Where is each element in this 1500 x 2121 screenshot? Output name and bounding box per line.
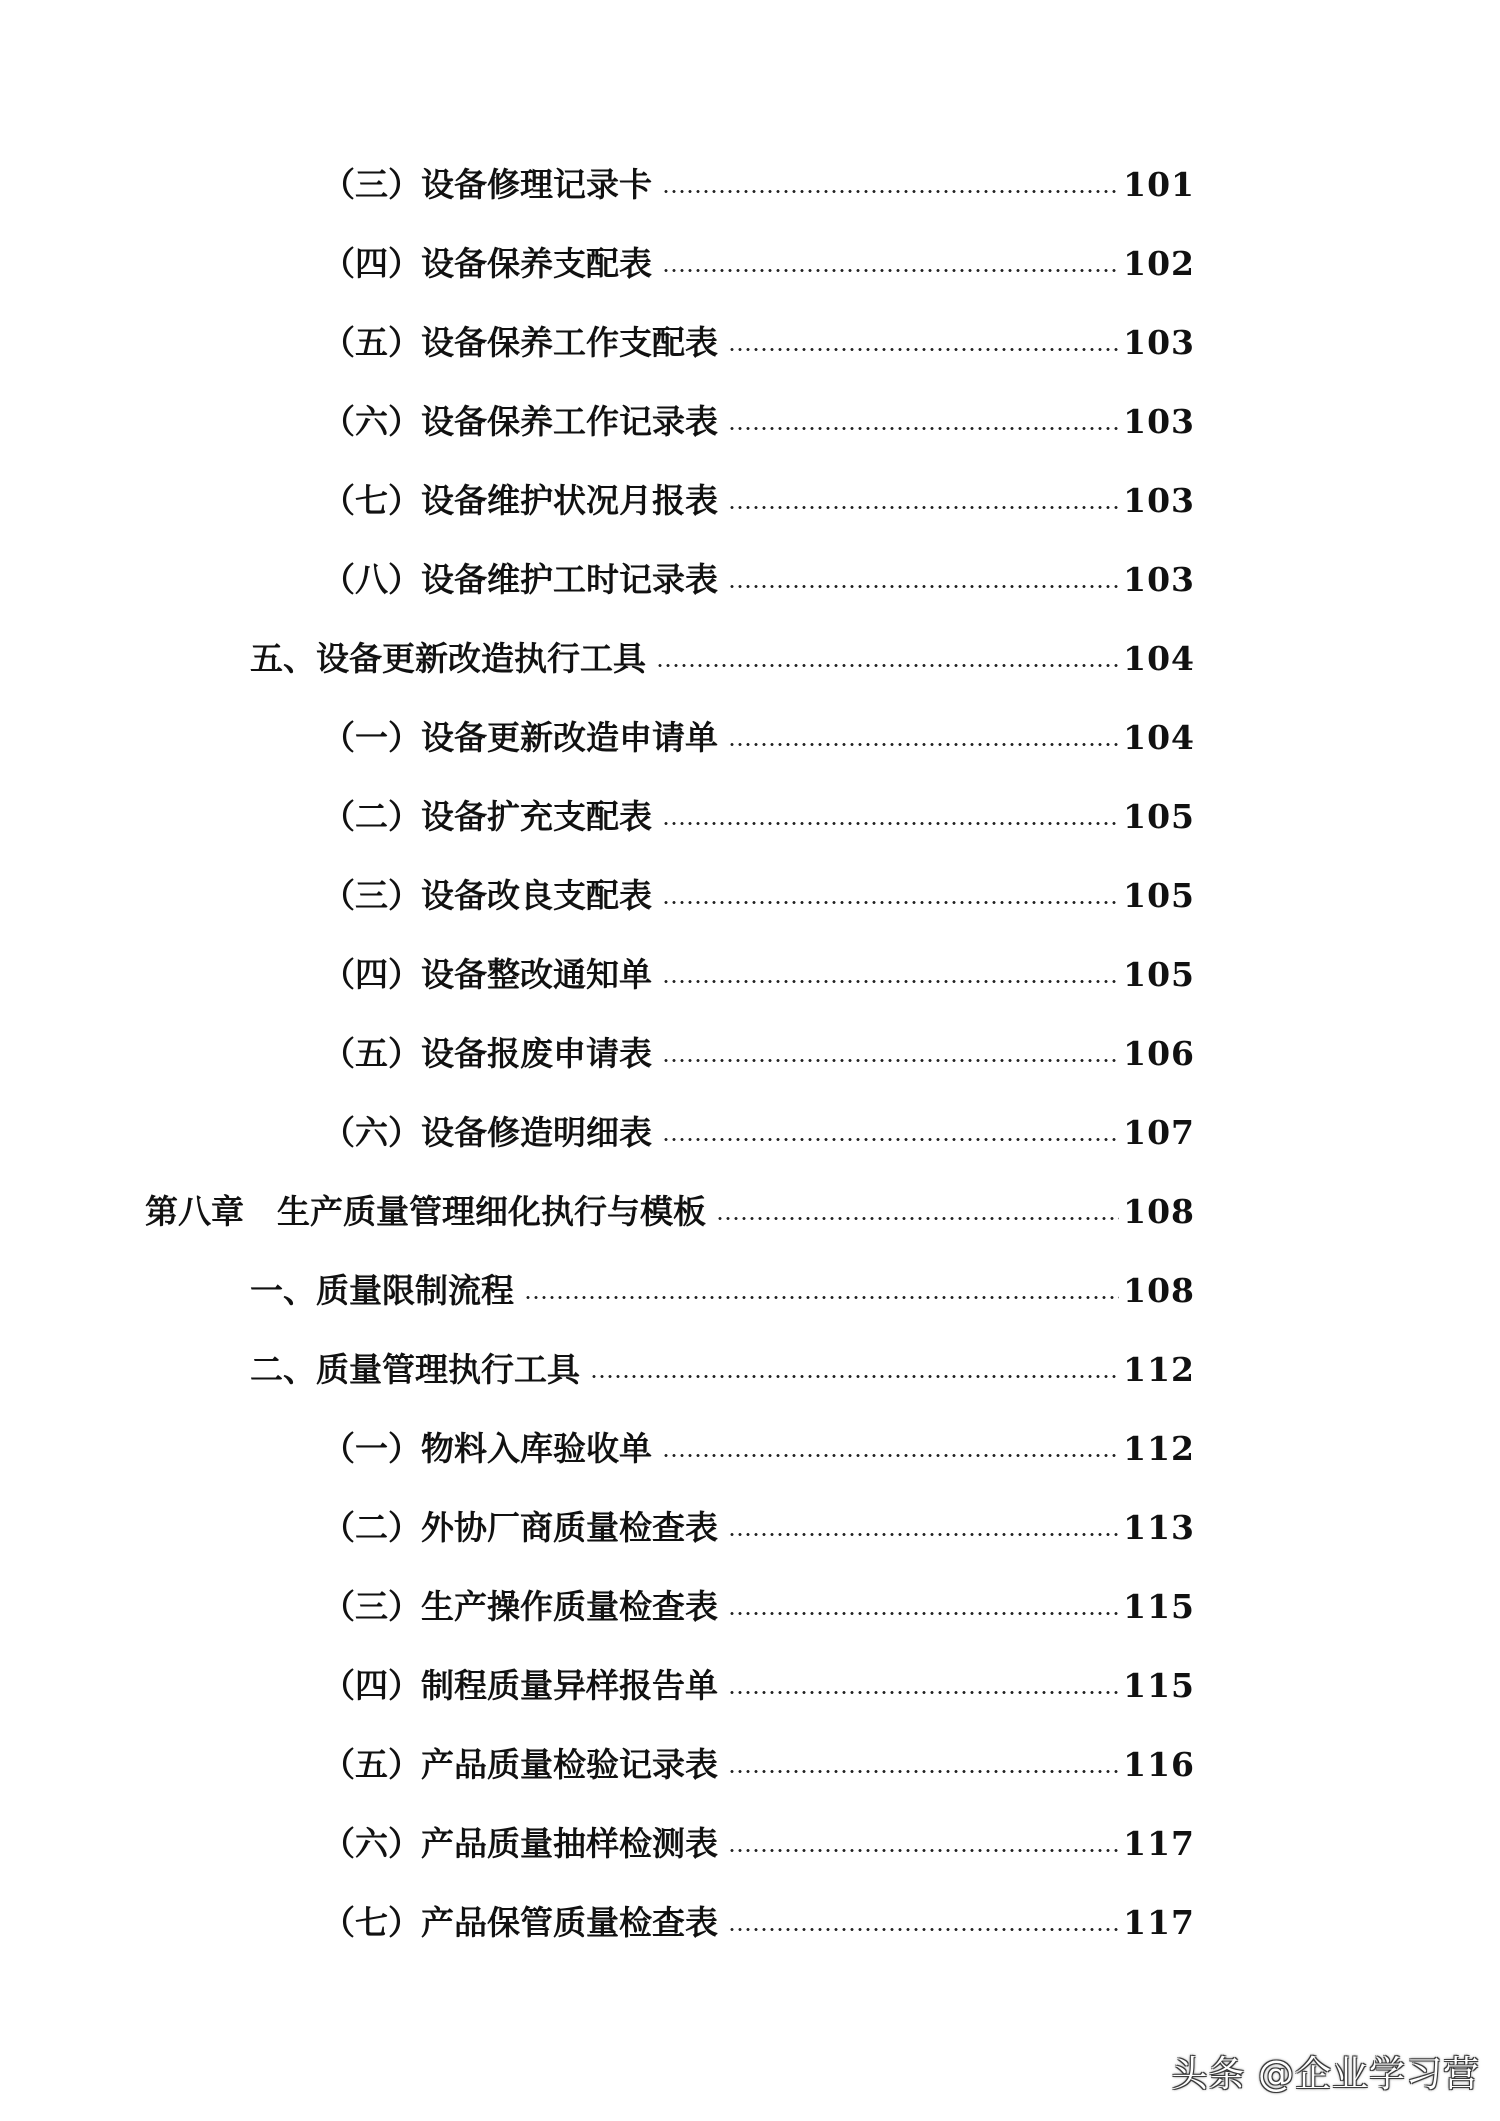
toc-entry[interactable] [322,1503,1195,1553]
toc-dot-leader [590,1375,1119,1378]
toc-dot-leader [662,1138,1119,1141]
toc-dot-leader [716,1217,1119,1220]
toc-page-number: 116 [1123,1745,1195,1784]
toc-dot-leader [662,1059,1119,1062]
toc-dot-leader [728,743,1119,746]
toc-page-number: 108 [1123,1271,1195,1310]
toc-entry[interactable] [322,871,1195,921]
toc-page-number: 106 [1123,1034,1195,1073]
toc-page-number: 115 [1123,1587,1195,1626]
toc-entry-title: （六）设备修造明细表 [322,1113,652,1152]
toc-entry[interactable] [322,1582,1195,1632]
toc-page-number: 117 [1123,1824,1195,1863]
toc-entry[interactable] [250,1266,1195,1316]
toc-dot-leader [662,822,1119,825]
toc-entry-title: （五）设备报废申请表 [322,1034,652,1073]
toc-entry[interactable] [250,1345,1195,1395]
toc-entry[interactable] [322,1661,1195,1711]
toc-dot-leader [728,427,1119,430]
toc-dot-leader [656,664,1119,667]
toc-page-number: 112 [1123,1350,1195,1389]
toc-dot-leader [662,190,1119,193]
toc-entry-title: （七）设备维护状况月报表 [322,481,718,520]
toc-entry-title: （五）产品质量检验记录表 [322,1745,718,1784]
toc-page-number: 101 [1123,165,1195,204]
toc-page-number: 103 [1123,560,1195,599]
toc-dot-leader [728,1533,1119,1536]
toc-entry-title: （四）制程质量异样报告单 [322,1666,718,1705]
toc-page-number: 105 [1123,955,1195,994]
toc-page-number: 112 [1123,1429,1195,1468]
toc-entry[interactable] [322,1819,1195,1869]
toc-page-number: 103 [1123,481,1195,520]
toc-entry[interactable] [322,239,1195,289]
toc-entry[interactable] [322,160,1195,210]
toc-entry-title: （二）设备扩充支配表 [322,797,652,836]
toc-entry[interactable] [322,476,1195,526]
toc-entry-title: （三）生产操作质量检查表 [322,1587,718,1626]
toc-entry[interactable] [322,1740,1195,1790]
toc-entry[interactable] [322,318,1195,368]
toc-page-number: 115 [1123,1666,1195,1705]
toc-entry-title: （八）设备维护工时记录表 [322,560,718,599]
toc-entry-title: （七）产品保管质量检查表 [322,1903,718,1942]
toc-entry[interactable] [250,634,1195,684]
toc-entry[interactable] [322,1108,1195,1158]
toc-entry[interactable] [322,397,1195,447]
toc-page-number: 108 [1123,1192,1195,1231]
toc-entry-title: 二、质量管理执行工具 [250,1350,580,1389]
toc-dot-leader [728,1612,1119,1615]
toc-dot-leader [728,585,1119,588]
toc-page-number: 102 [1123,244,1195,283]
toc-entry[interactable] [322,555,1195,605]
toc-dot-leader [728,348,1119,351]
toc-entry-title: （一）设备更新改造申请单 [322,718,718,757]
toc-entry-title: （六）产品质量抽样检测表 [322,1824,718,1863]
toc-entry[interactable] [322,950,1195,1000]
toc-page-number: 113 [1123,1508,1195,1547]
toc-page-number: 103 [1123,323,1195,362]
toc-dot-leader [728,1691,1119,1694]
toc-entry[interactable] [145,1187,1195,1237]
toc-dot-leader [662,980,1119,983]
toc-page-number: 104 [1123,639,1195,678]
toc-dot-leader [524,1296,1119,1299]
toc-entry-title: （四）设备整改通知单 [322,955,652,994]
source-watermark: 头条 @企业学习营 [1171,2054,1480,2095]
toc-dot-leader [728,1849,1119,1852]
toc-dot-leader [728,1928,1119,1931]
toc-entry[interactable] [322,1898,1195,1948]
toc-entry-title: （三）设备改良支配表 [322,876,652,915]
toc-entry-title: （三）设备修理记录卡 [322,165,652,204]
toc-entry-title: （五）设备保养工作支配表 [322,323,718,362]
toc-entry[interactable] [322,713,1195,763]
toc-dot-leader [662,901,1119,904]
toc-entry[interactable] [322,1029,1195,1079]
toc-page-number: 105 [1123,876,1195,915]
toc-entry-title: 一、质量限制流程 [250,1271,514,1310]
toc-dot-leader [662,1454,1119,1457]
toc-entry-title: （四）设备保养支配表 [322,244,652,283]
toc-dot-leader [728,1770,1119,1773]
toc-page-number: 104 [1123,718,1195,757]
toc-entry-title: 第八章 生产质量管理细化执行与模板 [145,1192,706,1231]
toc-entry[interactable] [322,792,1195,842]
toc-entry-title: （二）外协厂商质量检查表 [322,1508,718,1547]
toc-page-number: 103 [1123,402,1195,441]
toc-page-number: 107 [1123,1113,1195,1152]
toc-entry-title: （一）物料入库验收单 [322,1429,652,1468]
toc-entry-title: （六）设备保养工作记录表 [322,402,718,441]
toc-page-number: 105 [1123,797,1195,836]
toc-page-number: 117 [1123,1903,1195,1942]
toc-entry-title: 五、设备更新改造执行工具 [250,639,646,678]
toc-dot-leader [662,269,1119,272]
toc-entry[interactable] [322,1424,1195,1474]
toc-dot-leader [728,506,1119,509]
